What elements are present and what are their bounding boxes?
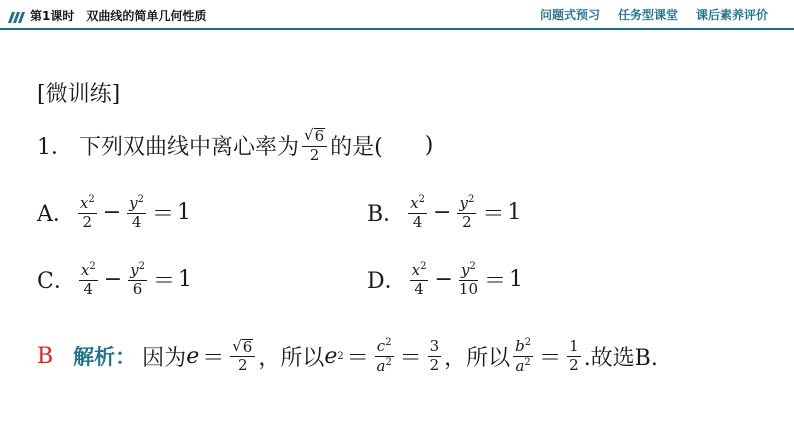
question-text-end: 的是( — [330, 135, 383, 161]
sqrt-value: 6 — [242, 337, 253, 356]
lesson-topic: 双曲线的简单几何性质 — [86, 9, 207, 23]
question-number: 1． — [37, 135, 73, 161]
var-c: c — [376, 337, 386, 355]
tab-classroom[interactable]: 任务型课堂 — [617, 8, 678, 22]
value-fraction — [567, 339, 581, 374]
section-title: [微训练] — [37, 82, 121, 107]
value-fraction — [428, 339, 442, 374]
lesson-number: 第1课时 — [30, 9, 75, 23]
b-over-a-fraction: $\frac{b^2}{a^2}$ — [515, 337, 532, 375]
answer-conclusion: .故选B. — [583, 345, 658, 371]
sqrt-value: 6 — [314, 127, 325, 145]
option-c[interactable]: C． $\frac{x^2}{4}$ − $\frac{y^2}{6}$ ＝ 1 — [37, 261, 192, 298]
analysis-label: 解析： — [73, 344, 137, 370]
option-denominator: 4 — [131, 212, 142, 231]
c-over-a-fraction: $\frac{c^2}{a^2}$ — [376, 337, 392, 375]
answer-text: ，所以 — [258, 345, 325, 371]
eccentricity-fraction: √ 6 2 — [230, 339, 255, 375]
blank-close: ) — [424, 133, 434, 159]
option-label: B． — [367, 202, 406, 228]
fraction-denominator: 2 — [309, 145, 320, 164]
var-a: a — [376, 356, 386, 375]
option-denominator: 4 — [83, 279, 94, 298]
option-rhs: 1 — [507, 200, 522, 226]
option-b[interactable]: B． $\frac{x^2}{4}$ − $\frac{y^2}{2}$ ＝ 1 — [367, 194, 522, 231]
var-e: e — [186, 343, 200, 369]
option-rhs: 1 — [178, 267, 192, 293]
fraction-denominator: 2 — [569, 355, 579, 374]
option-label: A． — [37, 202, 75, 228]
option-d[interactable]: D． $\frac{x^2}{4}$ − $\frac{y^2}{10}$ ＝ 1 — [367, 261, 524, 298]
header-stripes-icon — [10, 8, 25, 27]
answer-text: 因为 — [142, 345, 187, 371]
lesson-title — [30, 7, 206, 24]
eccentricity-fraction: √ 6 2 — [302, 128, 327, 164]
question-1 — [37, 128, 433, 164]
option-denominator: 2 — [462, 212, 472, 231]
tab-evaluation[interactable]: 课后素养评价 — [695, 8, 768, 22]
option-label: D． — [367, 269, 407, 295]
var-e: e — [324, 343, 338, 369]
nav-tabs — [540, 6, 768, 23]
option-denominator: 4 — [414, 279, 424, 298]
fraction-denominator: 2 — [429, 355, 440, 374]
fraction-denominator: 2 — [238, 356, 248, 375]
option-denominator: 6 — [132, 279, 143, 298]
tab-preview[interactable]: 问题式预习 — [539, 8, 600, 22]
option-rhs: 1 — [177, 200, 192, 226]
option-rhs: 1 — [509, 267, 524, 293]
fraction-numerator: 1 — [569, 337, 579, 355]
fraction-numerator: 3 — [429, 337, 440, 355]
var-a: a — [515, 356, 525, 375]
question-text: 下列双曲线中离心率为 — [79, 135, 300, 161]
answer-text: ，所以 — [444, 345, 511, 371]
option-denominator: 2 — [82, 212, 93, 231]
option-denominator: 4 — [412, 212, 423, 231]
option-a[interactable]: A． $\frac{x^2}{2}$ − $\frac{y^2}{4}$ ＝ 1 — [37, 194, 192, 231]
header-bar — [0, 0, 794, 30]
header-divider — [0, 28, 794, 30]
var-b: b — [515, 337, 525, 355]
answer-explanation: B 解析： 因为 e ＝ √ 6 2 ，所以 e 2 ＝ $\frac{c^2}{a^2}$ ＝ $\frac{3}{2}$ ，所以 $\frac{b^2}{a^2}$ ＝ $\frac{1}{2}$ .故选B. — [37, 336, 658, 375]
option-denominator: 10 — [458, 279, 479, 298]
answer-letter: B — [37, 343, 54, 369]
option-label: C． — [37, 269, 76, 295]
